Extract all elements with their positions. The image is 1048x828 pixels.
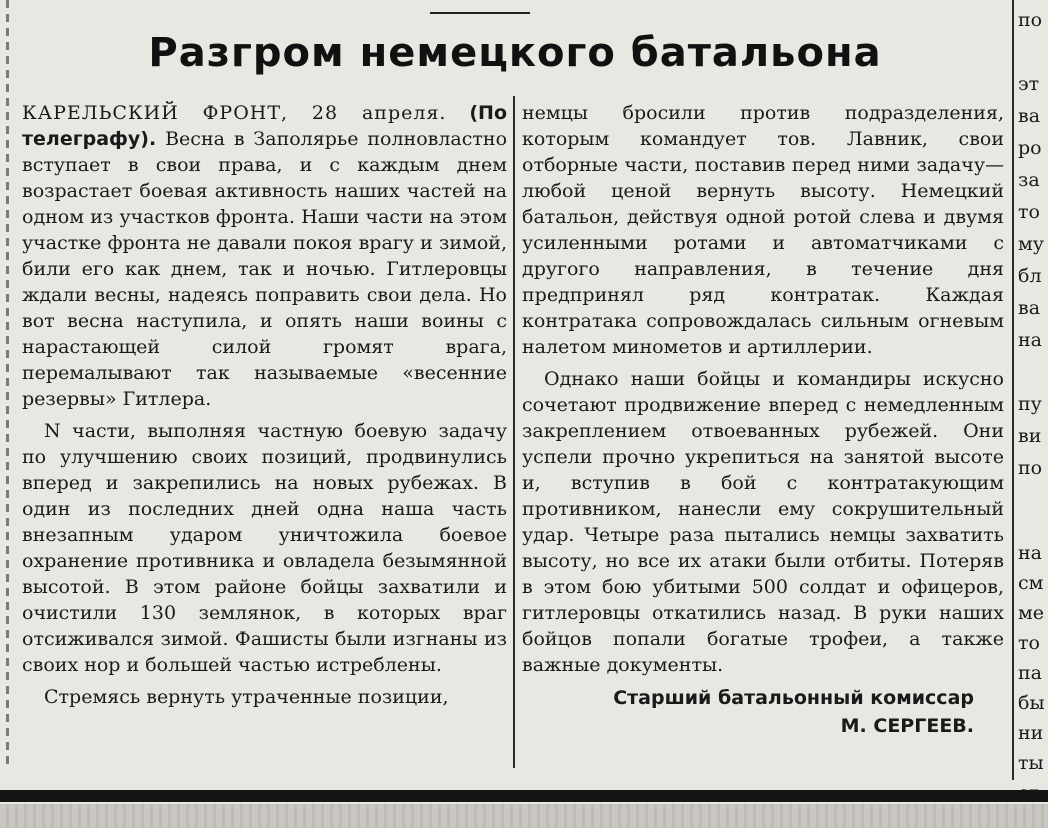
adjacent-line: ви [1018,425,1042,447]
adjacent-line: ва [1018,297,1041,319]
signature-name: М. СЕРГЕЕВ. [840,715,974,737]
adjacent-line: бл [1018,265,1042,287]
top-rule [430,12,530,14]
bottom-border-band [0,804,1048,828]
article-column-1 [22,100,507,716]
adjacent-column-bottom [1018,538,1048,808]
adjacent-line: ва [1018,105,1041,127]
signature [522,684,974,740]
adjacent-line: му [1018,233,1044,255]
adjacent-line: бы [1018,692,1045,714]
adjacent-line: по [1018,9,1043,31]
adjacent-line: см [1018,572,1044,594]
adjacent-line: ро [1018,137,1042,159]
adjacent-line: ты [1018,752,1044,774]
paragraph-5: Однако наши бойцы и командиры искусно сочетают продвижение вперед с немедленным закреплением отвоеванных рубежей. Они успели прочно укрепиться на занятой высоте и, вступив в бой с контратакующим противником, нанесли ему сокрушительный удар. Четыре раза пытались немцы захватить высоту, но все их атаки были отбиты. Потеряв в этом бою убитыми 500 солдат и офицеров, гитлеровцы откатились назад. В руки наших бойцов попали богатые трофеи, а также важные документы. [522,368,1004,676]
adjacent-line: то [1018,201,1040,223]
adjacent-line: пу [1018,393,1042,415]
adjacent-line: ни [1018,722,1044,744]
adjacent-line [1018,356,1048,388]
dateline: КАРЕЛЬСКИЙ ФРОНТ, 28 апреля. [22,102,447,124]
article-column-2 [522,100,1004,740]
adjacent-line: эт [1018,73,1040,95]
adjacent-line: на [1018,329,1042,351]
adjacent-line: то [1018,632,1040,654]
adjacent-line: на [1018,542,1042,564]
dateline-tag: (По телеграфу). [22,102,507,150]
paragraph-1 [22,100,507,412]
adjacent-line: за [1018,169,1040,191]
adjacent-line: по [1018,457,1043,479]
paragraph-4: немцы бросили против подразделения, которым командует тов. Лавник, свои отборные части, поставив перед ними задачу—любой ценой вернуть высоту. Немецкий батальон, действуя одной ротой слева и двумя усиленными ротами и автоматчиками с другого направления, в течение дня предпринял ряд контратак. Каждая контратака сопровождалась сильным огневым налетом минометов и артиллерии. [522,102,1004,358]
signature-title: Старший батальонный комиссар [613,687,974,709]
adjacent-column-top [1018,4,1048,484]
paragraph-1-text: Весна в Заполярье полновластно вступает в свои права, и с каждым днем возрастает боевая активность наших частей на одном из участков фронта. Наши части на этом участке фронта не давали покоя врагу и зимой, били его как днем, так и ночью. Гитлеровцы ждали весны, надеясь поправить свои дела. Но вот весна наступила, и опять наши воины с нарастающей силой громят врага, перемалывают так называемые «весенние резервы» Гитлера. [22,128,508,410]
paragraph-2: N части, выполняя частную боевую задачу по улучшению своих позиций, продвинулись вперед и закрепились на новых рубежах. В один из последних дней одна наша часть внезапным ударом уничтожила боевое охранение противника и овладела безымянной высотой. В этом районе бойцы захватили и очистили 130 землянок, в которых враг отсиживался зимой. Фашисты были изгнаны из своих нор и большей частью истреблены. [22,420,507,676]
column-divider [513,96,515,768]
right-column-divider [1012,0,1014,780]
adjacent-line: ме [1018,602,1045,624]
adjacent-line [1018,36,1048,68]
adjacent-line: па [1018,662,1042,684]
left-column-edge [6,0,9,770]
bottom-rule [0,790,1048,802]
article-headline: Разгром немецкого батальона [148,30,882,76]
paragraph-3: Стремясь вернуть утраченные позиции, [44,686,449,708]
